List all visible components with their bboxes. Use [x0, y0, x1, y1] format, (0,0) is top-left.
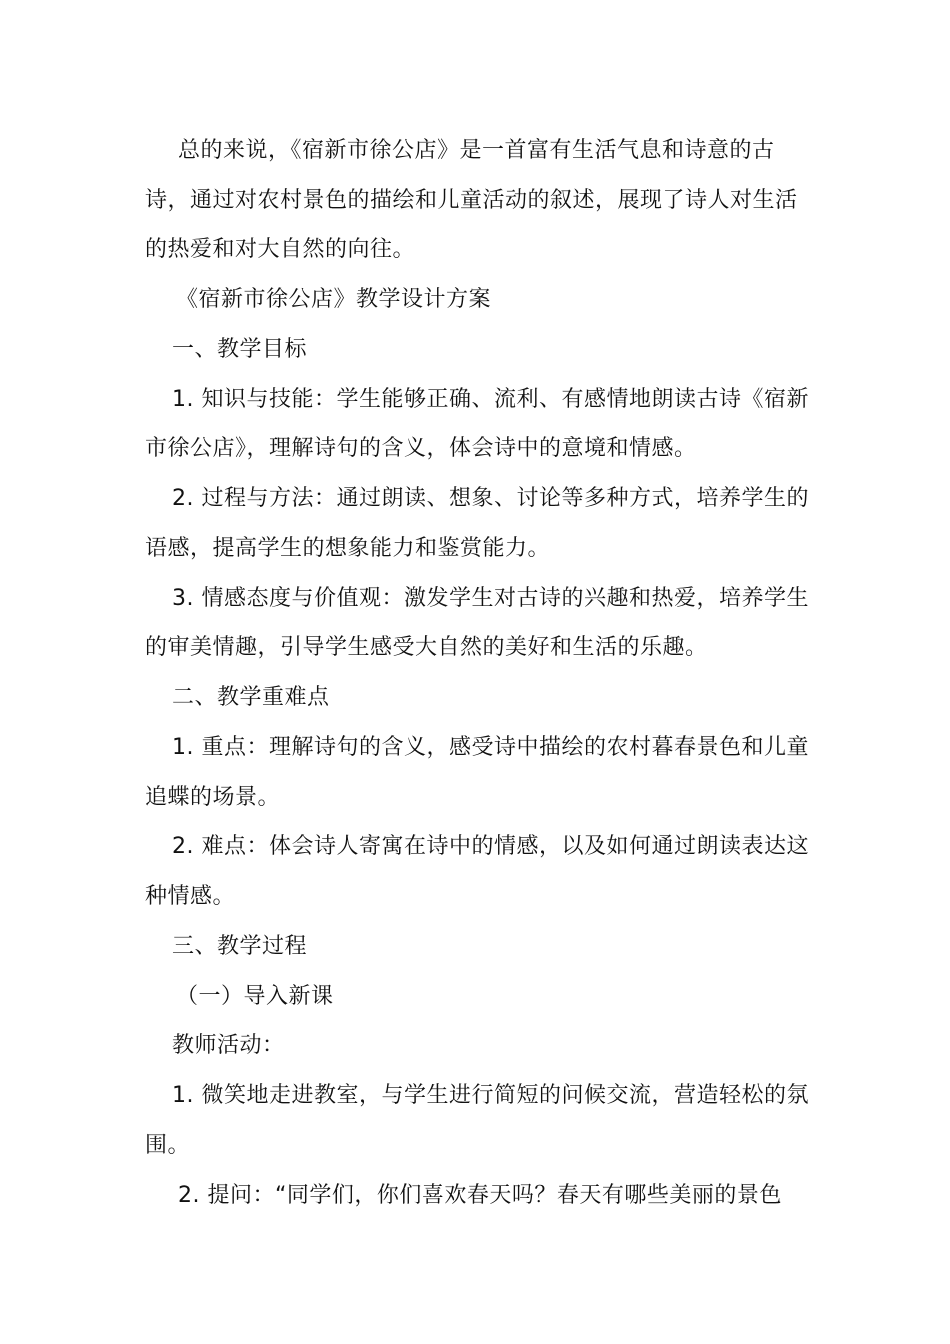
objective-item: 2. 过程与方法：通过朗读、想象、讨论等多种方式，培养学生的 [172, 486, 809, 511]
activity-item: 1. 微笑地走进教室，与学生进行简短的问候交流，营造轻松的氛 [172, 1083, 809, 1108]
summary-paragraph-line: 诗，通过对农村景色的描绘和儿童活动的叙述，展现了诗人对生活 [145, 188, 798, 213]
section-heading-key-points: 二、教学重难点 [172, 685, 330, 710]
summary-paragraph-line: 总的来说，《宿新市徐公店》是一首富有生活气息和诗意的古 [178, 138, 775, 163]
objective-item: 1. 知识与技能：学生能够正确、流利、有感情地朗读古诗《宿新 [172, 387, 809, 412]
objective-item-continued: 语感，提高学生的想象能力和鉴赏能力。 [145, 536, 551, 561]
plan-title: 《宿新市徐公店》教学设计方案 [176, 287, 492, 312]
key-point-item-continued: 追蝶的场景。 [145, 785, 281, 810]
objective-item: 3. 情感态度与价值观：激发学生对古诗的兴趣和热爱，培养学生 [172, 586, 809, 611]
section-heading-process: 三、教学过程 [172, 934, 308, 959]
subsection-heading: （一）导入新课 [176, 984, 334, 1009]
activity-item-continued: 围。 [145, 1133, 191, 1158]
objective-item-continued: 的审美情趣，引导学生感受大自然的美好和生活的乐趣。 [145, 635, 708, 660]
key-point-item-continued: 种情感。 [145, 884, 236, 909]
activity-item: 2. 提问：“同学们，你们喜欢春天吗？春天有哪些美丽的景色 [178, 1183, 782, 1208]
key-point-item: 2. 难点：体会诗人寄寓在诗中的情感，以及如何通过朗读表达这 [172, 834, 809, 859]
section-heading-objectives: 一、教学目标 [172, 337, 308, 362]
summary-paragraph-line: 的热爱和对大自然的向往。 [145, 237, 416, 262]
activity-label: 教师活动： [172, 1033, 285, 1058]
objective-item-continued: 市徐公店》，理解诗句的含义，体会诗中的意境和情感。 [145, 436, 697, 461]
key-point-item: 1. 重点：理解诗句的含义，感受诗中描绘的农村暮春景色和儿童 [172, 735, 809, 760]
